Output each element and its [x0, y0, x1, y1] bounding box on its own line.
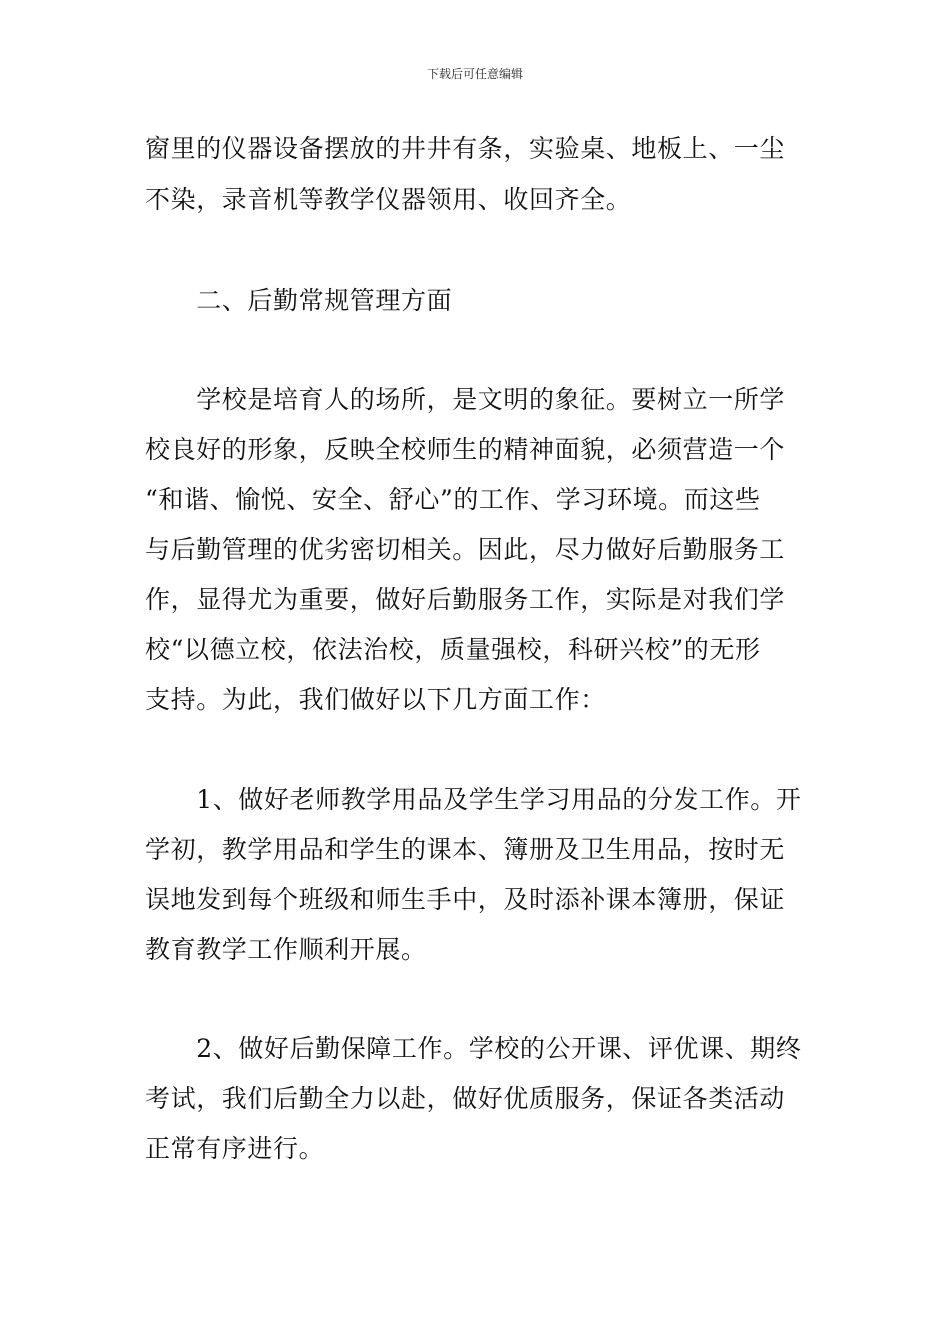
text-line: 支持。为此，我们做好以下几方面工作： — [145, 685, 606, 714]
text-line: 学初，教学用品和学生的课本、簿册及卫生用品，按时无 — [145, 835, 786, 864]
text-line: 校良好的形象，反映全校师生的精神面貌，必须营造一个 — [145, 435, 786, 464]
text-line: 窗里的仪器设备摆放的井井有条，实验桌、地板上、一尘 — [145, 134, 786, 163]
text-line: 与后勤管理的优劣密切相关。因此，尽力做好后勤服务工 — [145, 535, 786, 564]
text-line: 作，显得尤为重要，做好后勤服务工作，实际是对我们学 — [145, 585, 786, 614]
text-line: 校“以德立校，依法治校，质量强校，科研兴校”的无形 — [145, 635, 761, 664]
text-line: “和谐、愉悦、安全、舒心”的工作、学习环境。而这些 — [145, 485, 761, 514]
text-line: 正常有序进行。 — [145, 1134, 325, 1163]
text-line: 2、做好后勤保障工作。学校的公开课、评优课、期终 — [145, 1034, 802, 1063]
page-header-note: 下载后可任意编辑 — [426, 67, 523, 81]
text-line: 教育教学工作顺利开展。 — [145, 935, 427, 964]
text-line: 学校是培育人的场所，是文明的象征。要树立一所学 — [145, 385, 786, 414]
text-line: 考试，我们后勤全力以赴，做好优质服务，保证各类活动 — [145, 1084, 786, 1113]
text-line: 1、做好老师教学用品及学生学习用品的分发工作。开 — [145, 785, 802, 814]
text-line: 不染，录音机等教学仪器领用、收回齐全。 — [145, 185, 632, 214]
heading-line: 二、后勤常规管理方面 — [145, 286, 453, 315]
text-line: 误地发到每个班级和师生手中，及时添补课本簿册，保证 — [145, 885, 786, 914]
